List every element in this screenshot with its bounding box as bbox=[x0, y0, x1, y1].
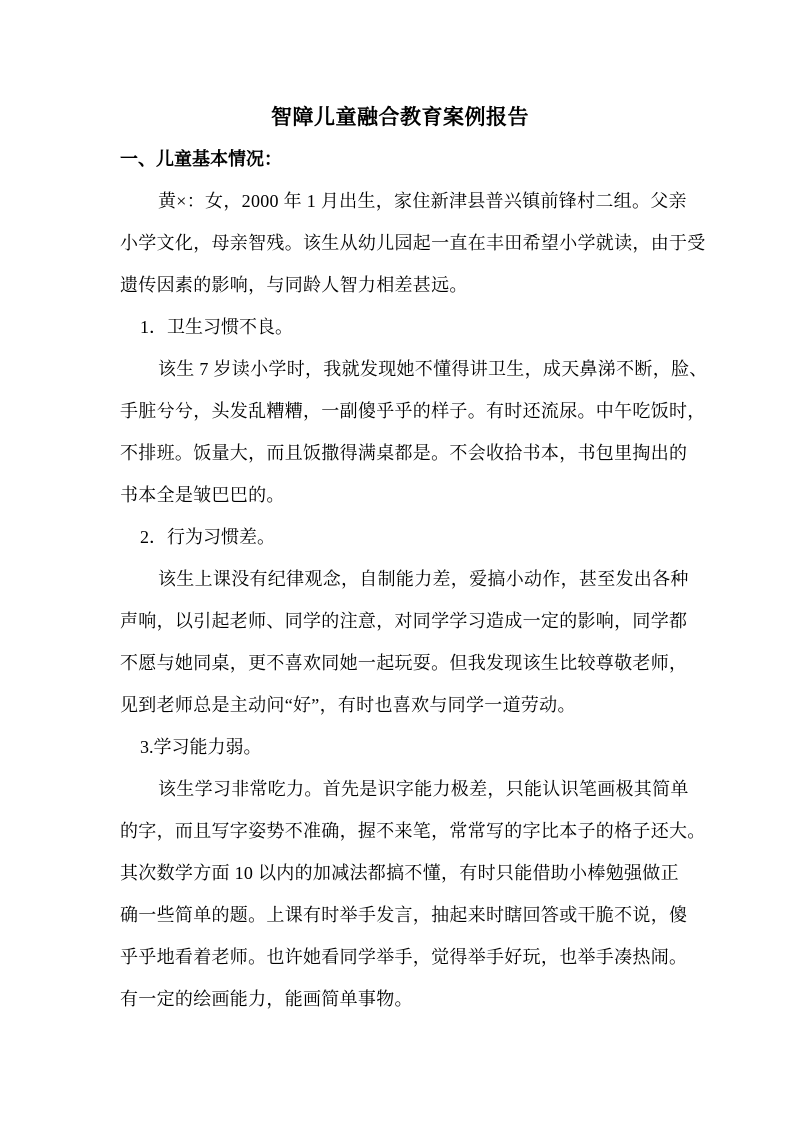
paragraph-line: 见到老师总是主动问“好”，有时也喜欢与同学一道劳动。 bbox=[120, 695, 576, 715]
paragraph-line: 确一些简单的题。上课有时举手发言，抽起来时瞎回答或干脆不说，傻 bbox=[120, 905, 688, 925]
paragraph-line: 书本全是皱巴巴的。 bbox=[120, 485, 285, 505]
paragraph-line: 该生学习非常吃力。首先是识字能力极差，只能认识笔画极其简单 bbox=[158, 779, 689, 799]
paragraph-line: 该生 7 岁读小学时，我就发现她不懂得讲卫生，成天鼻涕不断，脸、 bbox=[158, 359, 708, 379]
item-heading-behavior: 2．行为习惯差。 bbox=[140, 527, 275, 547]
item-heading-hygiene: 1．卫生习惯不良。 bbox=[140, 317, 293, 337]
behavior-paragraph bbox=[0, 558, 800, 726]
learning-paragraph bbox=[0, 768, 800, 1020]
document-body bbox=[0, 96, 800, 1020]
paragraph-line: 遗传因素的影响，与同龄人智力相差甚远。 bbox=[120, 275, 468, 295]
document-title: 智障儿童融合教育案例报告 bbox=[271, 105, 529, 129]
paragraph-line: 不排班。饭量大，而且饭撒得满桌都是。不会收拾书本，书包里掏出的 bbox=[120, 443, 688, 463]
paragraph-line: 手脏兮兮，头发乱糟糟，一副傻乎乎的样子。有时还流尿。中午吃饭时， bbox=[120, 401, 706, 421]
item-heading-learning: 3.学习能力弱。 bbox=[140, 737, 262, 757]
paragraph-line: 乎乎地看着老师。也许她看同学举手，觉得举手好玩，也举手凑热闹。 bbox=[120, 947, 688, 967]
paragraph-line: 声响，以引起老师、同学的注意，对同学学习造成一定的影响，同学都 bbox=[120, 611, 688, 631]
paragraph-line: 有一定的绘画能力，能画简单事物。 bbox=[120, 989, 413, 1009]
paragraph-line: 黄×：女，2000 年 1 月出生，家住新津县普兴镇前锋村二组。父亲 bbox=[158, 191, 687, 211]
paragraph-line: 的字，而且写字姿势不准确，握不来笔，常常写的字比本子的格子还大。 bbox=[120, 821, 706, 841]
paragraph-line: 该生上课没有纪律观念，自制能力差，爱搞小动作，甚至发出各种 bbox=[158, 569, 689, 589]
section-heading: 一、儿童基本情况： bbox=[120, 149, 282, 169]
hygiene-paragraph bbox=[0, 348, 800, 516]
paragraph-line: 小学文化，母亲智残。该生从幼儿园起一直在丰田希望小学就读，由于受 bbox=[120, 233, 706, 253]
paragraph-line: 其次数学方面 10 以内的加减法都搞不懂，有时只能借助小棒勉强做正 bbox=[120, 863, 679, 883]
paragraph-line: 不愿与她同桌，更不喜欢同她一起玩耍。但我发现该生比较尊敬老师， bbox=[120, 653, 688, 673]
intro-paragraph bbox=[0, 180, 800, 306]
